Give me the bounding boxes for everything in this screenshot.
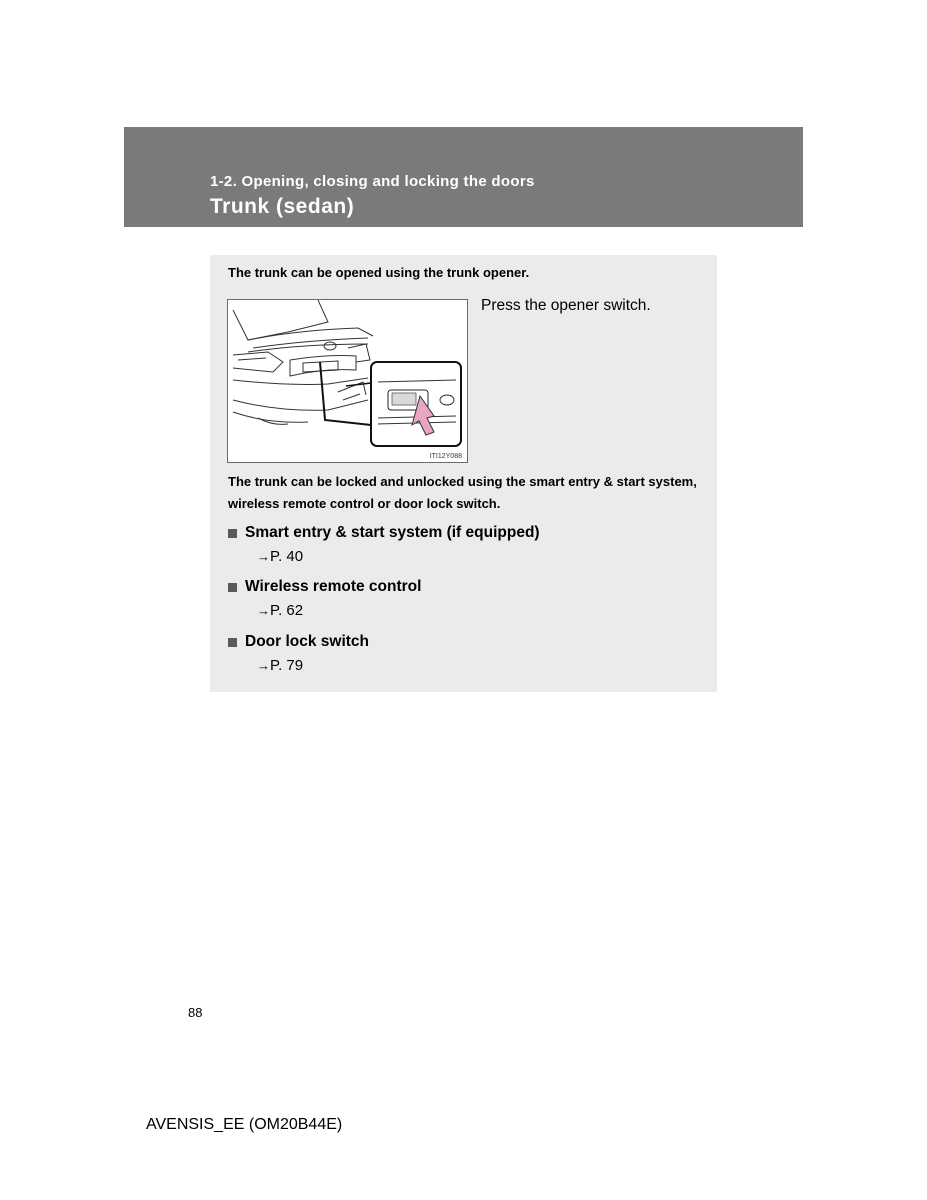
trunk-opener-figure (227, 299, 468, 463)
intro-text: The trunk can be opened using the trunk opener. (228, 265, 530, 280)
arrow-right-icon: → (257, 549, 270, 564)
list-item (228, 578, 421, 619)
page-reference[interactable]: →P. 79 (257, 657, 304, 674)
list-item (228, 524, 540, 565)
content-box (210, 255, 717, 692)
figure-code: ITI12Y088 (429, 453, 462, 460)
item-heading: Door lock switch (245, 633, 370, 650)
item-heading: Smart entry & start system (if equipped) (245, 524, 540, 541)
square-bullet-icon (228, 638, 237, 647)
page-reference[interactable]: →P. 62 (257, 602, 304, 619)
square-bullet-icon (228, 529, 237, 538)
item-heading: Wireless remote control (245, 578, 422, 595)
page-number: 88 (188, 1005, 203, 1020)
instruction-text: Press the opener switch. (481, 297, 651, 314)
list-item (228, 633, 369, 674)
arrow-right-icon: → (257, 603, 270, 618)
car-rear-illustration (228, 300, 467, 462)
square-bullet-icon (228, 583, 237, 592)
arrow-right-icon: → (257, 658, 270, 673)
lock-description: The trunk can be locked and unlocked using the smart entry & start system, wireless remote control or door lock switch. (228, 474, 697, 511)
footer-code: AVENSIS_EE (OM20B44E) (146, 1116, 343, 1133)
section-label: 1-2. Opening, closing and locking the doors (210, 173, 535, 190)
page-reference[interactable]: →P. 40 (257, 548, 304, 565)
chapter-header (124, 127, 803, 227)
page-title: Trunk (sedan) (210, 195, 355, 218)
